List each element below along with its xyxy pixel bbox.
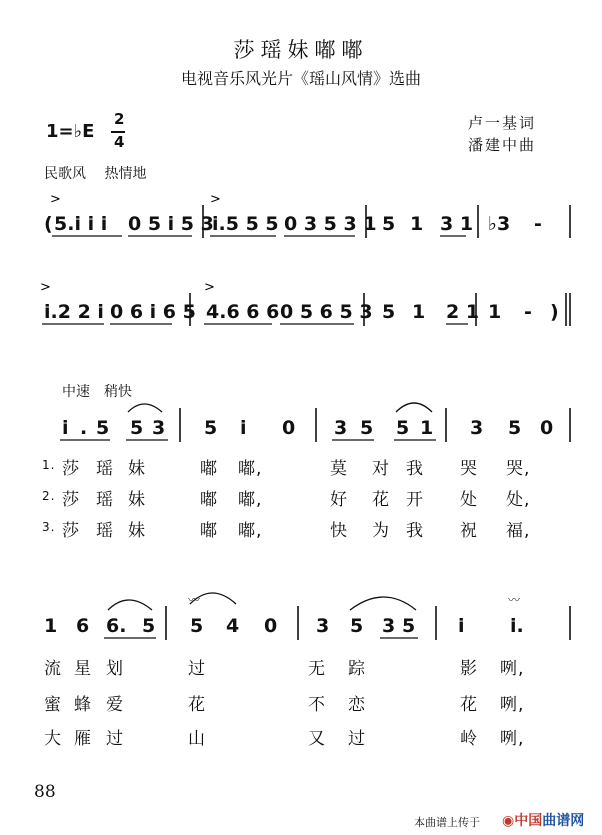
- lyric-char: 瑶: [96, 459, 114, 479]
- lyric-char: 花: [188, 695, 206, 715]
- lyric-char: 哭,: [506, 459, 531, 479]
- lyric-char: 咧,: [500, 695, 525, 715]
- lyric-char: 星: [74, 659, 92, 679]
- note: 5: [142, 615, 156, 637]
- logo-text-rest: 曲谱网: [542, 813, 585, 829]
- note: 3: [152, 417, 166, 439]
- upload-note: 本曲谱上传于: [414, 816, 480, 829]
- lyric-char: 划: [106, 659, 124, 679]
- note: 5: [204, 417, 218, 439]
- note: 5: [360, 417, 374, 439]
- intro-line-2: [44, 301, 559, 323]
- lyric-char: 妹: [128, 459, 146, 479]
- note: 5: [130, 417, 144, 439]
- note: 1: [488, 301, 502, 323]
- accent-mark: >: [50, 192, 61, 207]
- lyric-char: 踪: [348, 659, 366, 679]
- lyric-char: 过: [348, 729, 366, 749]
- accent-mark: >: [210, 192, 221, 207]
- lyric-char: 花: [460, 695, 478, 715]
- lyric-char: 嘟,: [238, 521, 263, 541]
- note: 5: [396, 417, 410, 439]
- note-group: 4.6 6 6: [206, 301, 280, 323]
- note: 3: [382, 615, 396, 637]
- lyric-char: 大: [44, 729, 62, 749]
- note: 1: [410, 213, 424, 235]
- slur: [396, 403, 432, 412]
- note-group: 0 5 6 5 3: [280, 301, 373, 323]
- lyric-char: 又: [308, 729, 326, 749]
- rest: 0: [282, 417, 296, 439]
- note: 5: [96, 417, 110, 439]
- slurs-melody-2: [108, 593, 416, 610]
- slurs-melody-1: [128, 403, 432, 412]
- page-number: 88: [34, 782, 56, 802]
- lyric-char: 嘟,: [238, 459, 263, 479]
- lyric-char: 岭: [460, 729, 478, 749]
- lyric-char: 妹: [128, 490, 146, 510]
- lyric-char: 妹: [128, 521, 146, 541]
- lyric-char: 瑶: [96, 490, 114, 510]
- repeat-start-bracket: (: [44, 213, 53, 235]
- lyric-char: 好: [330, 490, 348, 510]
- lyric-char: 嘟: [200, 521, 218, 541]
- note: ♭3: [488, 213, 511, 235]
- note: 5: [382, 301, 396, 323]
- note: 3: [334, 417, 348, 439]
- lyric-char: 雁: [74, 729, 92, 749]
- lyric-char: 哭: [460, 459, 478, 479]
- lyric-char: 我: [406, 459, 424, 479]
- lyric-char: 爱: [106, 695, 124, 715]
- lyric-char: 处,: [506, 490, 531, 510]
- note-group: i.5 5 5: [212, 213, 279, 235]
- note: i: [458, 615, 465, 637]
- note-group: 0 6 i 6 5: [110, 301, 196, 323]
- lyric-char: 对: [372, 459, 390, 479]
- lyric-char: 处: [460, 490, 478, 510]
- lyric-char: 山: [188, 729, 206, 749]
- note-group: 0 3 5 3 1: [284, 213, 377, 235]
- lyric-char: 为: [372, 521, 390, 541]
- lyric-char: 咧,: [500, 729, 525, 749]
- key-signature: 1=♭E: [46, 121, 95, 142]
- lyric-char: 过: [106, 729, 124, 749]
- song-title: 莎瑶妹嘟嘟: [233, 38, 369, 62]
- slur: [128, 404, 162, 412]
- dash: -: [534, 213, 542, 235]
- lyric-char: 开: [406, 490, 424, 510]
- lyric-char: 影: [460, 659, 478, 679]
- note-group: 2 1: [446, 301, 480, 323]
- lyricist-credit: 卢一基词: [468, 114, 537, 132]
- trill-mark: 〰: [188, 593, 201, 607]
- accent-mark: >: [204, 280, 215, 295]
- melody-line-2: [44, 615, 524, 637]
- lyric-char: 嘟: [200, 490, 218, 510]
- lyric-char: 蜜: [44, 695, 62, 715]
- note: 5: [382, 213, 396, 235]
- melody-line-1: [62, 417, 553, 439]
- verse-number: 1.: [42, 458, 56, 472]
- verse-number: 2.: [42, 489, 56, 503]
- note: 4: [226, 615, 240, 637]
- tempo-marking: 中速 稍快: [62, 384, 132, 400]
- time-signature-bottom: 4: [114, 133, 125, 151]
- lyric-char: 莫: [330, 459, 348, 479]
- rest: 0: [264, 615, 278, 637]
- lyric-char: 瑶: [96, 521, 114, 541]
- note-group: 5.i i i: [54, 213, 108, 235]
- dot: .: [80, 417, 88, 439]
- note: 1: [44, 615, 58, 637]
- lyric-char: 不: [308, 695, 326, 715]
- note-group: 0 5 i 5 3: [128, 213, 214, 235]
- composer-credit: 潘建中曲: [468, 136, 537, 154]
- lyric-char: 恋: [348, 695, 366, 715]
- slur: [350, 597, 416, 610]
- lyric-char: 莎: [62, 521, 80, 541]
- logo-icon: ◉: [502, 813, 515, 829]
- rest: 0: [540, 417, 554, 439]
- lyric-char: 流: [44, 659, 62, 679]
- note: 6: [76, 615, 90, 637]
- lyric-char: 蜂: [74, 695, 92, 715]
- repeat-end-bracket: ): [550, 301, 559, 323]
- note: 5: [350, 615, 364, 637]
- lyric-char: 嘟,: [238, 490, 263, 510]
- lyric-char: 无: [308, 659, 326, 679]
- note: 1: [420, 417, 434, 439]
- note-group: 3 1: [440, 213, 474, 235]
- lyric-char: 我: [406, 521, 424, 541]
- note: 1: [412, 301, 426, 323]
- lyric-char: 花: [372, 490, 390, 510]
- verse-number: 3.: [42, 520, 56, 534]
- intro-line-1: [44, 213, 542, 235]
- note: 3: [470, 417, 484, 439]
- note: 5: [190, 615, 204, 637]
- time-signature-top: 2: [114, 110, 125, 128]
- note: 3: [316, 615, 330, 637]
- lyric-char: 快: [330, 521, 348, 541]
- note: i.: [510, 615, 524, 637]
- note-group: i.2 2 i: [44, 301, 104, 323]
- accent-mark: >: [40, 280, 51, 295]
- lyric-char: 过: [188, 659, 206, 679]
- note: 6.: [106, 615, 127, 637]
- note: 5: [508, 417, 522, 439]
- logo-text-cn: 中国: [514, 813, 543, 829]
- lyric-char: 莎: [62, 459, 80, 479]
- lyric-char: 祝: [460, 521, 478, 541]
- note: 5: [402, 615, 416, 637]
- slur: [108, 600, 152, 610]
- lyric-char: 莎: [62, 490, 80, 510]
- lyric-char: 咧,: [500, 659, 525, 679]
- lyric-char: 嘟: [200, 459, 218, 479]
- trill-mark: 〰: [508, 593, 521, 607]
- note: i: [62, 417, 69, 439]
- dash: -: [524, 301, 532, 323]
- style-marking: 民歌风 热情地: [44, 166, 147, 182]
- lyric-char: 福,: [506, 521, 531, 541]
- site-logo: [502, 810, 584, 830]
- note: i: [240, 417, 247, 439]
- song-subtitle: 电视音乐风光片《瑶山风情》选曲: [180, 69, 421, 88]
